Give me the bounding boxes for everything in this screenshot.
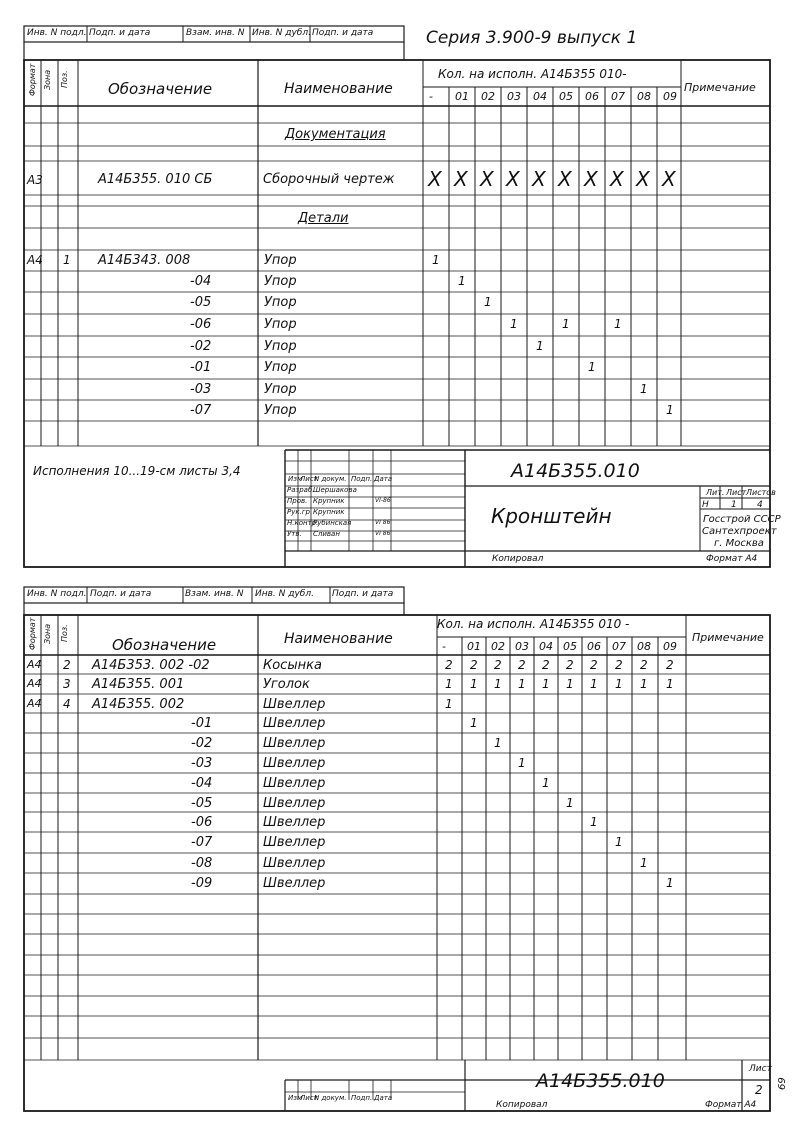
x-mark-3: X — [506, 167, 520, 191]
header-podp-data-2: Подп. и дата — [312, 28, 374, 38]
sheet2-row-qty: 1 — [615, 835, 623, 849]
margin-number: 69 — [777, 1077, 788, 1090]
sheet2-qty-title: Кол. на исполн. А14Б355 010 - — [437, 617, 630, 631]
x-mark-6: X — [584, 167, 598, 191]
row-designation: -04 — [190, 274, 212, 289]
sheet2-row-qty: 2 — [494, 658, 502, 672]
row-qty: 1 — [666, 403, 674, 417]
sheet2-row-name: Швеллер — [263, 856, 326, 871]
section-parts: Детали — [298, 211, 349, 226]
doc-row-format: А3 — [27, 173, 43, 187]
sheet2-variant-col-08: 08 — [637, 640, 651, 653]
sheet2-row-qty: 1 — [470, 677, 478, 691]
sheet2-row-name: Швеллер — [263, 815, 326, 830]
sheet2-row-name: Швеллер — [263, 796, 326, 811]
sheet2-row-name: Швеллер — [263, 756, 326, 771]
variant-col-02: 02 — [481, 90, 495, 103]
sheet2-variant-col-04: 04 — [539, 640, 553, 653]
col-format-label: Формат — [28, 63, 37, 96]
row-qty: 1 — [614, 317, 622, 331]
stamp-role-0: Разраб. — [287, 486, 315, 494]
sheet2-row-designation: -07 — [191, 835, 213, 850]
sheet2-header-inv-podl: Инв. N подл. — [27, 589, 87, 599]
col-notes-label: Примечание — [684, 81, 756, 94]
sheet2-row-name: Косынка — [263, 658, 322, 673]
sheet2-stamp-list: Лист — [300, 1094, 318, 1102]
sheet2-header-podp-data: Подп. и дата — [90, 589, 152, 599]
stamp-org-2: Сантехпроект — [702, 526, 777, 537]
sheet2-row-format: А4 — [27, 677, 42, 690]
sheet2-row-qty: 2 — [615, 658, 623, 672]
sheet2-stamp-ndoc: N докум. — [314, 1094, 347, 1102]
sheet2-row-designation: -01 — [191, 716, 213, 731]
row-qty: 1 — [432, 253, 440, 267]
sheet2-sheet-label: Лист — [749, 1064, 772, 1074]
sheet2-variant-col-01: 01 — [467, 640, 481, 653]
header-vzam-inv: Взам. инв. N — [186, 28, 245, 38]
sheet2-row-qty: 1 — [615, 677, 623, 691]
qty-title: Кол. на исполн. А14Б355 010- — [438, 67, 627, 81]
row-designation: -02 — [190, 339, 212, 354]
col-designation-label: Обозначение — [108, 80, 213, 98]
sheet2-row-qty: 2 — [542, 658, 550, 672]
row-designation: -05 — [190, 295, 212, 310]
sheet2-variant-col-02: 02 — [491, 640, 505, 653]
stamp-title: Кронштейн — [491, 504, 612, 528]
sheet2-variant-col-06: 06 — [587, 640, 601, 653]
sheet2-row-qty: 1 — [542, 677, 550, 691]
sheet2-variant-col-07: 07 — [612, 640, 626, 653]
variant-col-04: 04 — [533, 90, 547, 103]
row-name: Упор — [264, 382, 297, 397]
row-name: Упор — [264, 403, 297, 418]
sheet2-row-qty: 1 — [566, 677, 574, 691]
row-qty: 1 — [484, 295, 492, 309]
frame — [24, 60, 770, 567]
format-label-2: Формат А4 — [705, 1100, 757, 1110]
stamp-data: Дата — [374, 475, 393, 483]
sheet2-row-qty: 1 — [470, 716, 478, 730]
sheet2-row-name: Швеллер — [263, 835, 326, 850]
sheet2-row-qty: 2 — [640, 658, 648, 672]
sheet2-row-name: Швеллер — [263, 776, 326, 791]
variant-col-01: 01 — [455, 90, 469, 103]
sheet2-row-qty: 1 — [445, 677, 453, 691]
stamp-izm: Изм — [288, 475, 303, 483]
sheet2-row-pos: 4 — [63, 697, 71, 711]
variant-col-05: 05 — [559, 90, 573, 103]
sheet2-row-qty: 1 — [494, 677, 502, 691]
row-qty: 1 — [588, 360, 596, 374]
stamp-list-label: Лист — [726, 488, 747, 497]
row-qty: 1 — [640, 382, 648, 396]
sheet2-row-qty: 1 — [542, 776, 550, 790]
header-inv-podl: Инв. N подл. — [27, 28, 87, 38]
row-pos: 1 — [63, 253, 71, 267]
row-name: Упор — [264, 295, 297, 310]
sheet2-header-vzam-inv: Взам. инв. N — [185, 589, 244, 599]
sheet2-row-qty: 1 — [640, 677, 648, 691]
sheet2-stamp-izm: Изм — [288, 1094, 303, 1102]
row-name: Упор — [264, 253, 297, 268]
sheet2-row-qty: 2 — [590, 658, 598, 672]
sheet2-row-designation: -09 — [191, 876, 213, 891]
copied-label-1: Копировал — [492, 554, 544, 564]
sheet2-row-name: Швеллер — [263, 716, 326, 731]
sheet2-stamp-data: Дата — [374, 1094, 393, 1102]
sheet2-header-podp-data-2: Подп. и дата — [332, 589, 394, 599]
stamp-role-3: Н.контр. — [287, 519, 319, 527]
sheet2-sheet-value: 2 — [755, 1083, 763, 1097]
sheet2-row-designation: -08 — [191, 856, 213, 871]
stamp-listov-label: Листов — [746, 488, 776, 497]
sheet2-row-qty: 1 — [666, 677, 674, 691]
sheet2-row-qty: 1 — [666, 876, 674, 890]
sheet2-row-name: Швеллер — [263, 736, 326, 751]
sheet2-row-qty: 2 — [666, 658, 674, 672]
sheet2-col-designation-label: Обозначение — [112, 636, 217, 654]
stamp-lit-label: Лит. — [706, 488, 725, 497]
sheet2-row-name: Уголок — [263, 677, 310, 692]
sheet2-variant-col-base: - — [442, 640, 446, 653]
stamp-list: Лист — [300, 475, 318, 483]
stamp-listov-value: 4 — [757, 500, 763, 510]
row-qty: 1 — [510, 317, 518, 331]
stamp-person-2: Крупник — [313, 508, 345, 516]
series-title: Серия 3.900-9 выпуск 1 — [426, 28, 638, 48]
row-designation: А14Б343. 008 — [98, 253, 191, 268]
section-documentation: Документация — [285, 127, 386, 142]
stamp-org-3: г. Москва — [714, 538, 764, 549]
sheet2-row-qty: 1 — [590, 677, 598, 691]
row-name: Упор — [264, 274, 297, 289]
sheet2-row-name: Швеллер — [263, 697, 326, 712]
row-designation: -07 — [190, 403, 212, 418]
sheet2-stamp-podp: Подп. — [351, 1094, 373, 1102]
x-mark-1: X — [454, 167, 468, 191]
sheet2-row-qty: 1 — [518, 756, 526, 770]
header-podp-data: Подп. и дата — [89, 28, 151, 38]
row-qty: 1 — [458, 274, 466, 288]
row-designation: -03 — [190, 382, 212, 397]
variant-col-07: 07 — [611, 90, 625, 103]
stamp-role-2: Рук.гр. — [287, 508, 313, 516]
x-mark-9: X — [662, 167, 676, 191]
sheet2-row-designation: А14Б353. 002 -02 — [92, 658, 210, 673]
x-mark-2: X — [480, 167, 494, 191]
variant-col-base: - — [429, 90, 433, 103]
stamp-person-0: Шершакова — [313, 486, 357, 494]
sheet2-row-name: Швеллер — [263, 876, 326, 891]
sheet2-col-format-label: Формат — [28, 617, 37, 650]
stamp-person-3: Рубинская — [313, 519, 352, 527]
x-mark-0: X — [428, 167, 442, 191]
doc-row-name: Сборочный чертеж — [263, 172, 395, 187]
sheet2-row-designation: -05 — [191, 796, 213, 811]
x-mark-4: X — [532, 167, 546, 191]
sheet2-col-notes-label: Примечание — [692, 631, 764, 644]
variant-col-09: 09 — [663, 90, 677, 103]
sheet2-row-qty: 1 — [640, 856, 648, 870]
sheet2-row-pos: 3 — [63, 677, 71, 691]
row-name: Упор — [264, 360, 297, 375]
stamp-podp: Подп. — [351, 475, 373, 483]
variant-col-08: 08 — [637, 90, 651, 103]
x-mark-8: X — [636, 167, 650, 191]
doc-row-designation: А14Б355. 010 СБ — [98, 172, 213, 187]
stamp-date-4: VI 86 — [375, 530, 391, 537]
stamp-person-1: Крупник — [313, 497, 345, 505]
sheet2-row-qty: 2 — [445, 658, 453, 672]
stamp-role-1: Пров. — [287, 497, 308, 505]
sheet2-variant-col-09: 09 — [663, 640, 677, 653]
stamp-date-3: VI 86 — [375, 519, 391, 526]
sheet2-row-designation: -02 — [191, 736, 213, 751]
row-designation: -01 — [190, 360, 212, 375]
sheet2-row-format: А4 — [27, 658, 42, 671]
row-name: Упор — [264, 317, 297, 332]
copied-label-2: Копировал — [496, 1100, 548, 1110]
stamp-person-4: Сливан — [313, 530, 340, 538]
col-pos-label: Поз. — [60, 70, 69, 88]
row-designation: -06 — [190, 317, 212, 332]
sheet2-row-qty: 2 — [470, 658, 478, 672]
sheet2-col-zone-label: Зона — [43, 623, 52, 644]
sheet2-row-designation: -04 — [191, 776, 213, 791]
x-mark-5: X — [558, 167, 572, 191]
sheet2-stamp-doc-number: А14Б355.010 — [536, 1070, 665, 1092]
sheet2-row-designation: -03 — [191, 756, 213, 771]
sheet2-row-designation: А14Б355. 001 — [92, 677, 185, 692]
col-name-label: Наименование — [284, 81, 393, 97]
stamp-doc-number: А14Б355.010 — [511, 460, 640, 482]
sheet2-header-inv-dubl: Инв. N дубл. — [255, 589, 314, 599]
sheet2-row-pos: 2 — [63, 658, 71, 672]
sheet2-row-qty: 1 — [566, 796, 574, 810]
sheet2-row-designation: -06 — [191, 815, 213, 830]
sheet2-col-pos-label: Поз. — [60, 624, 69, 642]
row-format: А4 — [27, 253, 43, 267]
variants-note: Исполнения 10...19-см листы 3,4 — [33, 464, 241, 478]
stamp-role-4: Утв. — [287, 530, 302, 538]
sheet2-row-qty: 1 — [494, 736, 502, 750]
header-inv-dubl: Инв. N дубл. — [252, 28, 311, 38]
sheet2-col-name-label: Наименование — [284, 631, 393, 647]
stamp-ndoc: N докум. — [314, 475, 347, 483]
sheet2-row-qty: 1 — [445, 697, 453, 711]
sheet2-variant-col-03: 03 — [515, 640, 529, 653]
col-zone-label: Зона — [43, 69, 52, 90]
stamp-list-value: 1 — [731, 500, 737, 510]
sheet2-variant-col-05: 05 — [563, 640, 577, 653]
sheet2-row-qty: 2 — [518, 658, 526, 672]
sheet2-row-format: А4 — [27, 697, 42, 710]
sheet2-row-designation: А14Б355. 002 — [92, 697, 185, 712]
row-qty: 1 — [562, 317, 570, 331]
row-name: Упор — [264, 339, 297, 354]
sheet2-row-qty: 1 — [518, 677, 526, 691]
variant-col-03: 03 — [507, 90, 521, 103]
stamp-date-1: VI-86 — [375, 497, 391, 504]
stamp-org-1: Госстрой СССР — [703, 514, 781, 525]
row-qty: 1 — [536, 339, 544, 353]
x-mark-7: X — [610, 167, 624, 191]
sheet2-row-qty: 1 — [590, 815, 598, 829]
sheet2-row-qty: 2 — [566, 658, 574, 672]
variant-col-06: 06 — [585, 90, 599, 103]
format-label-1: Формат А4 — [706, 554, 758, 564]
stamp-lit-value: Н — [702, 500, 709, 510]
